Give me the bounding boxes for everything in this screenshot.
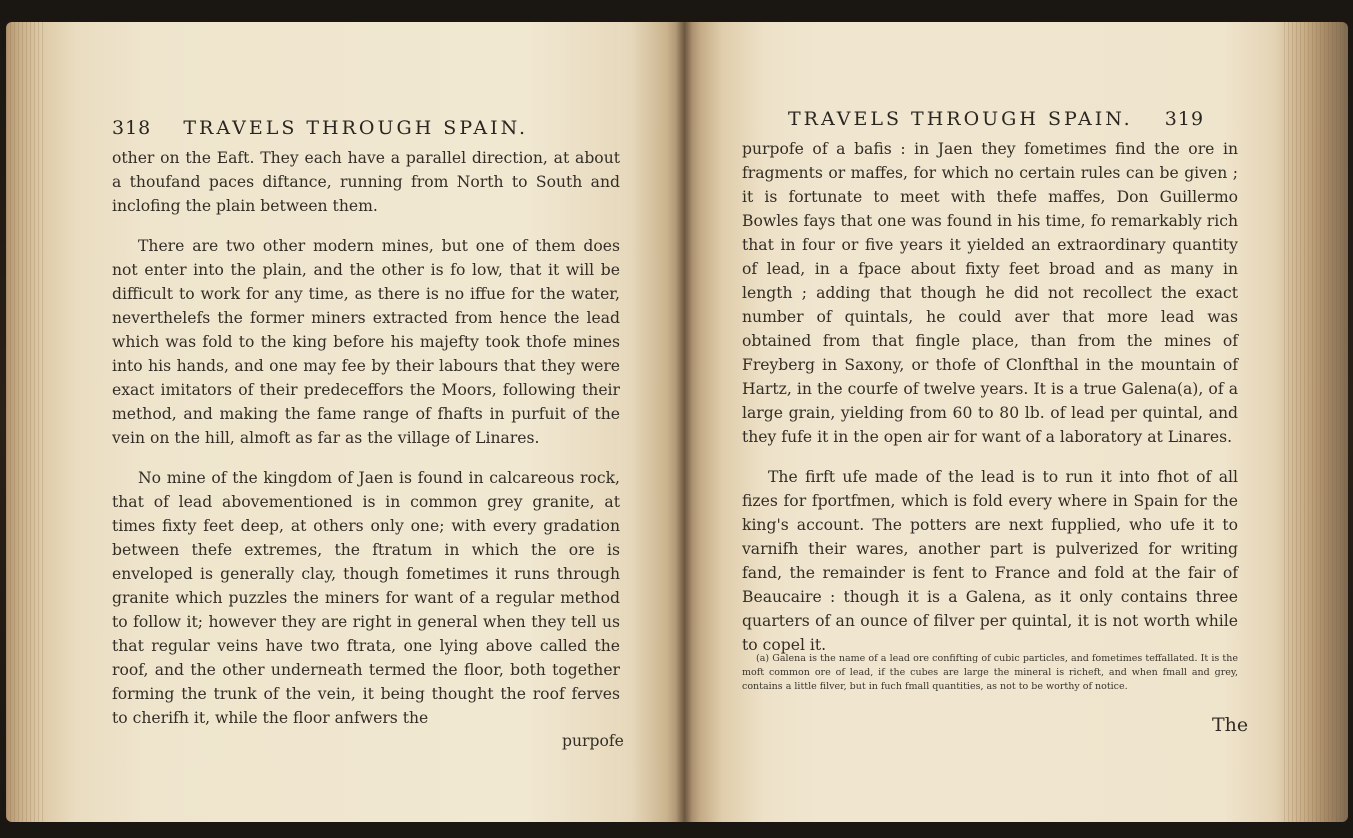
- left-body-text: [112, 146, 620, 730]
- right-paragraph-2: The firft ufe made of the lead is to run it into fhot of all fizes for fportfmen, which is fold every where in Spain for the king's account. The potters are next fupplied, who ufe it to varnifh their wares, another part is pulverized for writing fand, the remainder is fent to France and fold at the fair of Beaucaire : though it is a Galena, as it only contains three quarters of an ounce of filver per quintal, it is not worth while to copel it.: [742, 468, 1238, 654]
- left-paragraph-3: No mine of the kingdom of Jaen is found in calcareous rock, that of lead abovementioned is in common grey granite, at times fixty feet deep, at others only one; with every gradation between thefe extremes, the ftratum in which the ore is enveloped is generally clay, though fometimes it runs through granite which puzzles the miners for want of a regular method to follow it; however they are right in general when they tell us that regular veins have two ftrata, one lying above called the roof, and the other underneath termed the floor, both together forming the trunk of the vein, it being thought the roof ferves to cherifh it, while the floor anfwers the: [112, 469, 620, 727]
- book-gutter: [676, 22, 692, 822]
- left-paragraph-2: There are two other modern mines, but one of them does not enter into the plain, and the other is fo low, that it will be difficult to work for any time, as there is no iffue for the water, neverthelefs the former miners extracted from hence the lead which was fold to the king before his majefty took thofe mines into his hands, and one may fee by their labours that they were exact imitators of their predeceffors the Moors, following their method, and making the fame range of fhafts in purfuit of the vein on the hill, almoft as far as the village of Linares.: [112, 237, 620, 447]
- right-catchword: The: [1212, 714, 1249, 736]
- left-catchword: purpofe: [562, 732, 624, 750]
- right-page-number: 319: [1164, 108, 1205, 130]
- right-page: [684, 22, 1348, 822]
- right-paragraph-1: purpofe of a bafis : in Jaen they fometimes find the ore in fragments or maffes, for which no certain rules can be given ; it is fortunate to meet with thefe maffes, Don Guillermo Bowles fays that one was found in his time, fo remarkably rich that in four or five years it yielded an extraordinary quantity of lead, in a fpace about fixty feet broad and as many in length ; adding that though he did not recollect the exact number of quintals, he could aver that more lead was obtained from that fingle place, than from the mines of Freyberg in Saxony, or thofe of Clonfthal in the mountain of Hartz, in the courfe of twelve years. It is a true Galena(a), of a large grain, yielding from 60 to 80 lb. of lead per quintal, and they fufe it in the open air for want of a laboratory at Linares.: [742, 140, 1238, 446]
- left-page: [6, 22, 684, 822]
- left-header-title: TRAVELS THROUGH SPAIN.: [183, 117, 529, 139]
- footnote-text: (a) Galena is the name of a lead ore confifting of cubic particles, and fometimes teffallated. It is the moft common ore of lead, if the cubes are large the mineral is richeft, and when fmall and grey, contains a little filver, but in fuch fmall quantities, as not to be worthy of notice.: [742, 653, 1238, 692]
- right-page-edge: [1284, 22, 1348, 822]
- left-page-number: 318: [112, 117, 152, 139]
- left-paragraph-1: other on the Eaft. They each have a parallel direction, at about a thoufand paces diftance, running from North to South and inclofing the plain between them.: [112, 149, 620, 215]
- left-page-edge: [6, 22, 46, 822]
- right-header-title: TRAVELS THROUGH SPAIN.: [788, 108, 1133, 130]
- left-running-head: [112, 117, 528, 139]
- right-footnote: [742, 652, 1238, 694]
- right-body-text: [742, 137, 1238, 657]
- right-running-head: [788, 108, 1204, 130]
